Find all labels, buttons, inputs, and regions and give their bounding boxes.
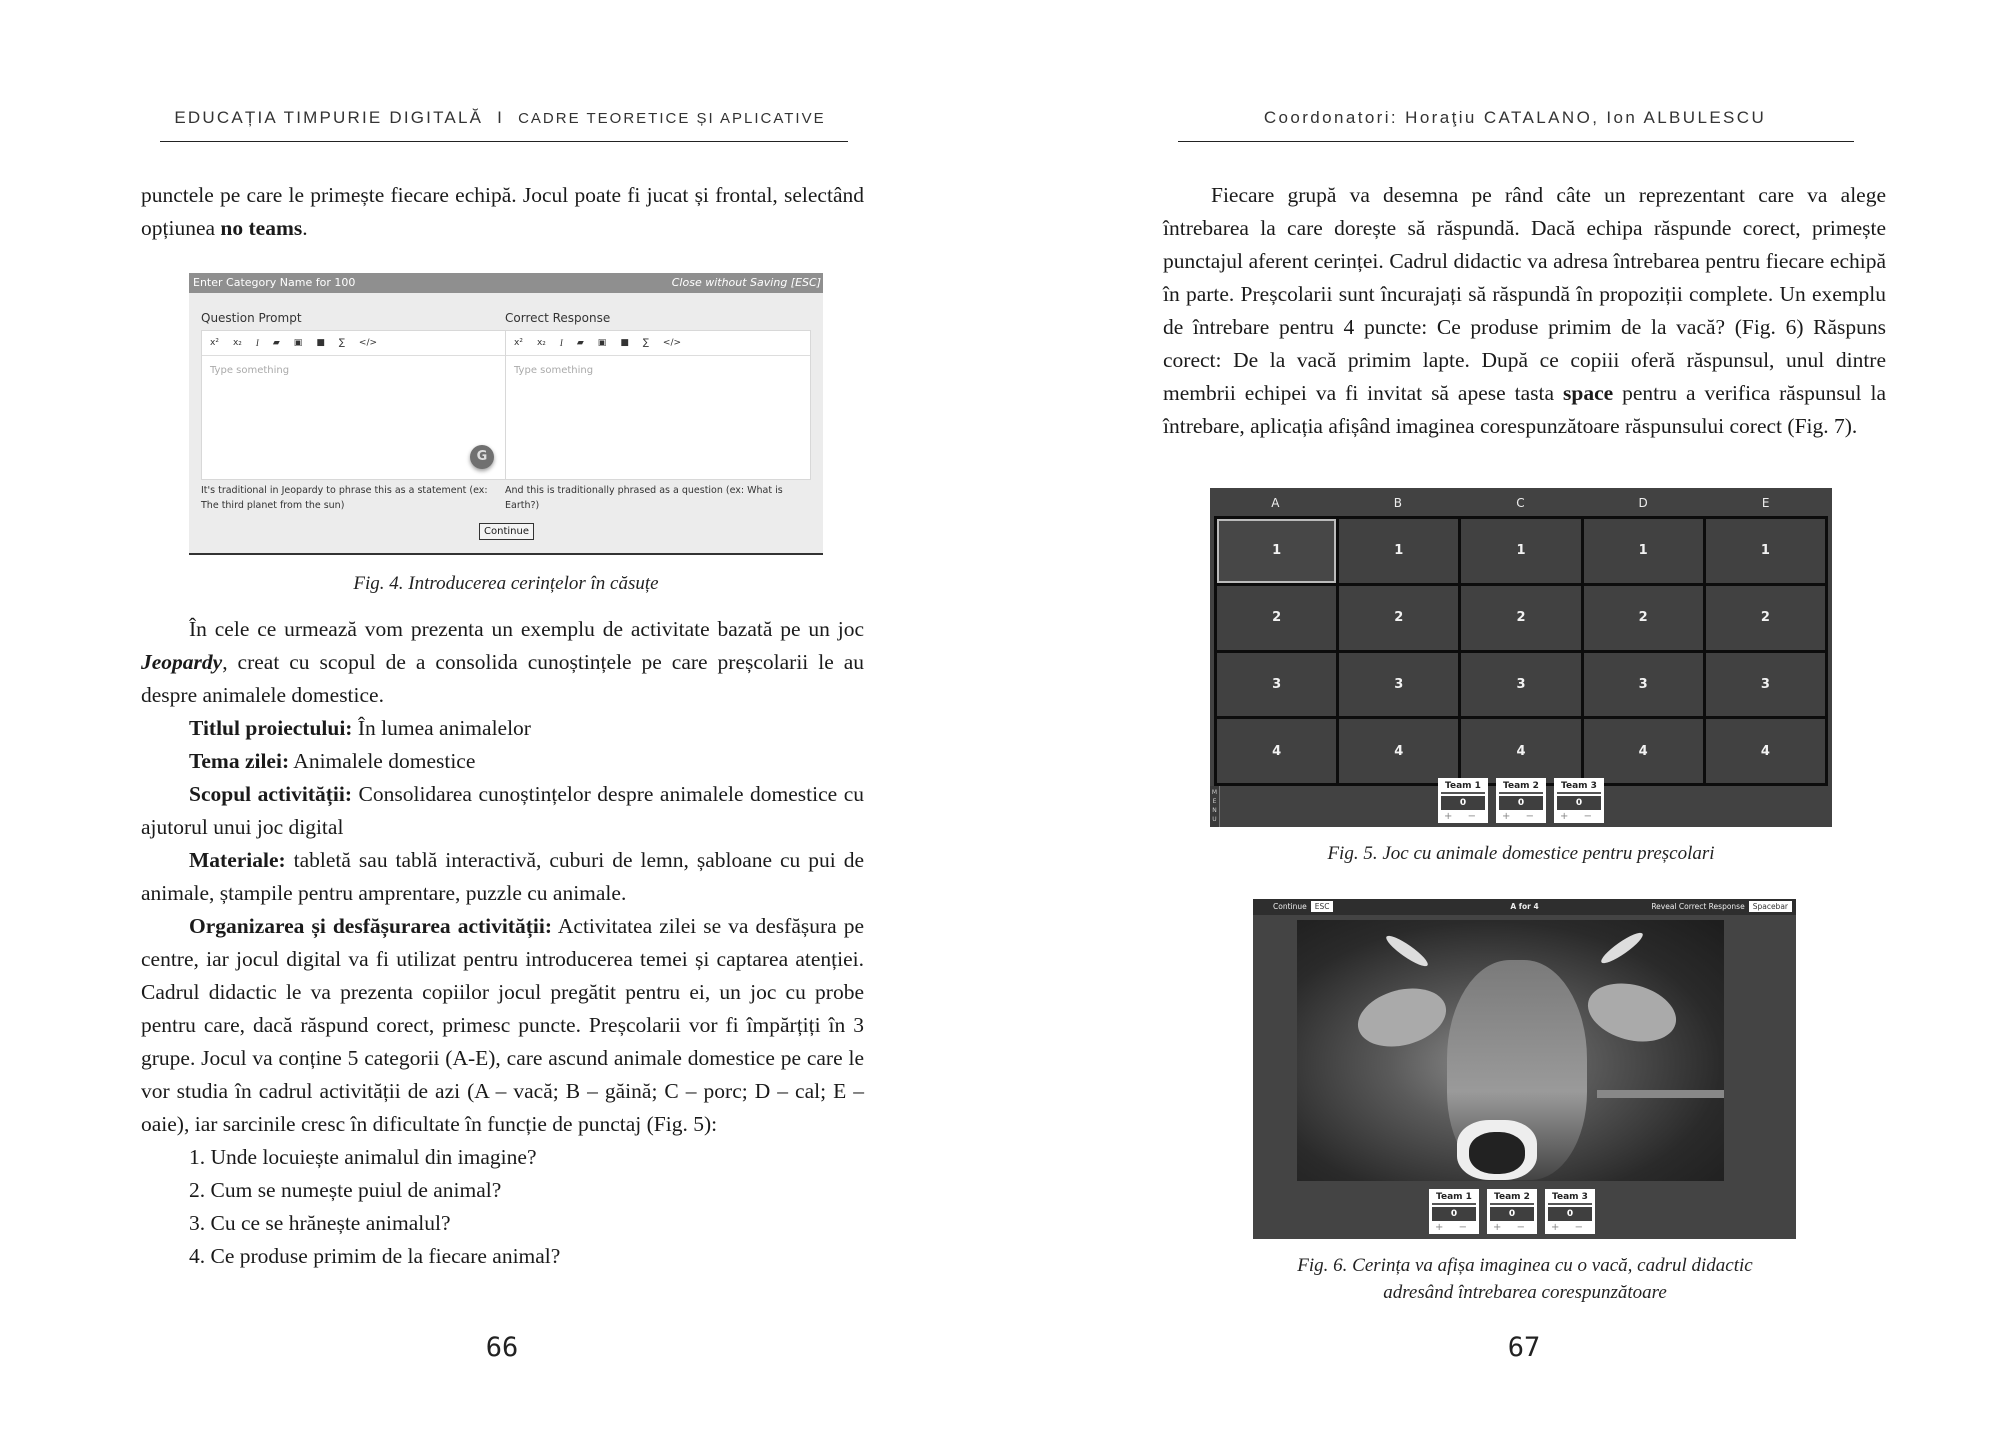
no-teams-bold: no teams: [220, 216, 303, 240]
question-prompt-box[interactable]: [201, 330, 507, 480]
intro-paragraph: [141, 179, 864, 245]
eraser-icon[interactable]: ▰: [272, 338, 280, 348]
purpose-label: Scopul activității:: [189, 782, 352, 806]
para-text: Fiecare grupă va desemna pe rând câte un reprezentant care va alege întrebarea la care dorește să răspundă. Dacă echipa răspunde corect, primește punctajul aferent cerinței. Cadrul didactic va adresa întrebarea pentru fiecare echipă în parte. Preșcolarii sunt încurajați să răspundă în propoziții complete. Un exemplu de întrebare pentru 4 puncte: Ce produse primim de la vacă? (Fig. 6) Răspuns corect: De la vacă primim lapte. După ce copiii oferă răspunsul, unul dintre membrii echipei va fi invitat să apese tasta: [1163, 183, 1886, 405]
book-subtitle: CADRE TEORETICE ȘI APLICATIVE: [518, 110, 826, 127]
category-e: E: [1761, 496, 1770, 510]
board-cell-a3[interactable]: 3: [1217, 653, 1336, 717]
book-title: EDUCAȚIA TIMPURIE DIGITALĂ: [174, 108, 484, 127]
project-title-label: Titlul proiectului:: [189, 716, 353, 740]
board-cell-a2[interactable]: 2: [1217, 586, 1336, 650]
team-1-score-card: [1438, 778, 1488, 823]
board-cell-e2[interactable]: 2: [1706, 586, 1825, 650]
team-scoreboard: [1429, 1189, 1595, 1234]
close-without-saving-link[interactable]: Close without Saving [ESC]: [671, 276, 821, 289]
organization-label: Organizarea și desfășurarea activității:: [189, 914, 553, 938]
question-input-placeholder[interactable]: Type something: [210, 365, 290, 376]
board-cell-c4[interactable]: 4: [1461, 719, 1580, 783]
intro-end: .: [302, 216, 308, 240]
main-text-left: [141, 613, 864, 1273]
figure-5-caption: Fig. 5. Joc cu animale domestice pentru preșcolari: [1327, 843, 1715, 864]
response-input-placeholder[interactable]: Type something: [514, 365, 594, 376]
team-2-score-card: [1487, 1189, 1537, 1234]
team-score: 0: [1432, 1207, 1476, 1221]
space-bold: space: [1563, 381, 1614, 405]
team-score: 0: [1490, 1207, 1534, 1221]
continue-button[interactable]: Continue: [479, 523, 534, 540]
ear-shape: [1581, 974, 1682, 1050]
main-text-right: [1163, 179, 1886, 443]
score-plus-minus-buttons[interactable]: + −: [1444, 811, 1482, 822]
menu-tab[interactable]: M E N U: [1210, 786, 1220, 827]
header-rule: [160, 141, 848, 142]
question-prompt-editor: [201, 311, 507, 513]
team-score: 0: [1499, 796, 1543, 810]
team-name: Team 2: [1490, 1192, 1534, 1205]
subscript-icon[interactable]: x₂: [536, 338, 546, 348]
question-item: 3. Cu ce se hrănește animalul?: [189, 1211, 451, 1235]
correct-response-label: Correct Response: [505, 311, 611, 325]
purpose-value: Consolidarea cunoștințelor despre animalele domestice cu ajutorul unui joc digital: [141, 782, 864, 839]
score-plus-minus-buttons[interactable]: + −: [1560, 811, 1598, 822]
correct-response-box[interactable]: [505, 330, 811, 480]
materials-value: tabletă sau tablă interactivă, cuburi de lemn, șabloane cu pui de animale, ștampile pentru amprentare, puzzle cu animale.: [141, 848, 864, 905]
board-cell-c3[interactable]: 3: [1461, 653, 1580, 717]
ear-shape: [1351, 979, 1452, 1055]
continue-label: Continue: [1273, 902, 1307, 911]
sigma-icon[interactable]: ∑: [338, 338, 345, 348]
code-icon[interactable]: </>: [358, 338, 378, 348]
board-cell-b3[interactable]: 3: [1339, 653, 1458, 717]
superscript-icon[interactable]: x²: [514, 338, 523, 348]
board-cell-a4[interactable]: 4: [1217, 719, 1336, 783]
category-name-title: Enter Category Name for 100: [193, 276, 356, 289]
video-icon[interactable]: ■: [316, 338, 325, 348]
organization-value: Activitatea zilei se va desfășura pe centre, iar jocul digital va fi utilizat pentru introducerea temei și captarea atenției. Cadrul didactic le va prezenta copiilor jocul pregătit pentru ei, un joc cu probe pentru care, dacă răspund corect, primesc puncte. Preșcolarii vor fi împărțiți în 3 grupe. Jocul va conține 5 categorii (A-E), care ascund animale domestice pe care le vor studia în cadrul activității de azi (A – vacă; B – găină; C – porc; D – cal; E – oaie), iar sarcinile cresc în dificultate în funcție de punctaj (Fig. 5):: [141, 914, 864, 1136]
score-plus-minus-buttons[interactable]: + −: [1551, 1222, 1589, 1233]
figure-4-question-editor: [189, 273, 823, 555]
day-theme-label: Tema zilei:: [189, 749, 290, 773]
board-cell-b2[interactable]: 2: [1339, 586, 1458, 650]
team-1-score-card: [1429, 1189, 1479, 1234]
team-score: 0: [1441, 796, 1485, 810]
day-theme-value: Animalele domestice: [289, 749, 476, 773]
score-plus-minus-buttons[interactable]: + −: [1493, 1222, 1531, 1233]
intro-text: punctele pe care le primește fiecare echipă. Jocul poate fi jucat și frontal, selectând opțiunea: [141, 183, 864, 240]
team-name: Team 3: [1557, 781, 1601, 794]
figure-6-caption: [1220, 1252, 1830, 1306]
esc-key[interactable]: ESC: [1311, 901, 1334, 912]
question-item: 4. Ce produse primim de la fiecare animal?: [189, 1244, 561, 1268]
caption-line-1: Fig. 6. Cerința va afișa imaginea cu o vacă, cadrul didactic: [1297, 1255, 1753, 1276]
video-icon[interactable]: ■: [620, 338, 629, 348]
team-score: 0: [1548, 1207, 1592, 1221]
page-number-right: 67: [1507, 1332, 1541, 1363]
grammarly-icon[interactable]: G: [470, 445, 494, 469]
italic-icon[interactable]: I: [255, 338, 259, 348]
head-separator: I: [497, 108, 505, 127]
eraser-icon[interactable]: ▰: [576, 338, 584, 348]
page-number-left: 66: [485, 1332, 519, 1363]
board-cell-e1[interactable]: 1: [1706, 519, 1825, 583]
materials-label: Materiale:: [189, 848, 286, 872]
reveal-control[interactable]: [1651, 899, 1792, 915]
score-plus-minus-buttons[interactable]: + −: [1435, 1222, 1473, 1233]
question-toolbar: [202, 331, 506, 356]
board-cell-a1[interactable]: 1: [1217, 519, 1336, 583]
category-c: C: [1516, 496, 1525, 510]
question-item: 1. Unde locuiește animalul din imagine?: [189, 1145, 537, 1169]
question-grid: [1214, 516, 1828, 786]
team-name: Team 2: [1499, 781, 1543, 794]
team-scoreboard: [1438, 778, 1604, 823]
category-header-row: [1210, 488, 1832, 518]
spacebar-key[interactable]: Spacebar: [1749, 901, 1792, 912]
board-cell-e3[interactable]: 3: [1706, 653, 1825, 717]
figure-5-jeopardy-board: [1210, 488, 1832, 827]
team-3-score-card: [1545, 1189, 1595, 1234]
para-text: pentru a verifica răspunsul la întrebare, aplicația afișând imaginea corespunzătoare răspunsului corect (Fig. 7).: [1163, 381, 1886, 438]
question-title: A for 4: [1510, 902, 1539, 911]
para-text: , creat cu scopul de a consolida cunoștințele pe care preșcolarii le au despre animalele domestice.: [141, 650, 864, 707]
team-name: Team 3: [1548, 1192, 1592, 1205]
board-cell-c1[interactable]: 1: [1461, 519, 1580, 583]
nose-shape: [1469, 1132, 1525, 1174]
running-head-left: [160, 108, 840, 128]
superscript-icon[interactable]: x²: [210, 338, 219, 348]
question-item: 2. Cum se numește puiul de animal?: [189, 1178, 502, 1202]
cow-photo: [1297, 920, 1724, 1181]
figure-6-question-view: [1253, 899, 1796, 1239]
team-score: 0: [1557, 796, 1601, 810]
italic-icon[interactable]: I: [559, 338, 563, 348]
subscript-icon[interactable]: x₂: [232, 338, 242, 348]
question-top-bar: [1253, 899, 1796, 915]
question-prompt-label: Question Prompt: [201, 311, 302, 325]
response-toolbar: [506, 331, 810, 356]
editor-title-bar: [189, 273, 823, 293]
question-help-text: It's traditional in Jeopardy to phrase this as a statement (ex: The third planet from the sun): [201, 485, 488, 511]
board-cell-c2[interactable]: 2: [1461, 586, 1580, 650]
figure-4-caption: Fig. 4. Introducerea cerințelor în căsuțe: [353, 573, 659, 594]
para-text: În cele ce urmează vom prezenta un exemplu de activitate bazată pe un joc: [189, 617, 864, 641]
board-cell-d3[interactable]: 3: [1584, 653, 1703, 717]
project-title-value: În lumea animalelor: [352, 716, 531, 740]
running-head-right: Coordonatori: Horaţiu CATALANO, Ion ALBULESCU: [1263, 108, 1767, 127]
jeopardy-bold: Jeopardy: [141, 650, 223, 674]
board-cell-d2[interactable]: 2: [1584, 586, 1703, 650]
team-name: Team 1: [1432, 1192, 1476, 1205]
score-plus-minus-buttons[interactable]: + −: [1502, 811, 1540, 822]
horn-shape: [1383, 932, 1431, 971]
fence-shape: [1597, 1090, 1724, 1098]
board-cell-e4[interactable]: 4: [1706, 719, 1825, 783]
category-b: B: [1393, 496, 1402, 510]
team-3-score-card: [1554, 778, 1604, 823]
team-name: Team 1: [1441, 781, 1485, 794]
horn-shape: [1598, 929, 1646, 968]
code-icon[interactable]: </>: [662, 338, 682, 348]
response-help-text: And this is traditionally phrased as a question (ex: What is Earth?): [505, 485, 783, 511]
category-d: D: [1638, 496, 1648, 510]
correct-response-editor: [505, 311, 811, 513]
image-icon[interactable]: ▣: [597, 338, 607, 348]
image-icon[interactable]: ▣: [293, 338, 303, 348]
reveal-label: Reveal Correct Response: [1651, 902, 1745, 911]
header-rule: [1178, 141, 1854, 142]
board-cell-b1[interactable]: 1: [1339, 519, 1458, 583]
sigma-icon[interactable]: ∑: [642, 338, 649, 348]
board-cell-d4[interactable]: 4: [1584, 719, 1703, 783]
caption-line-2: adresând întrebarea corespunzătoare: [1383, 1282, 1667, 1303]
board-cell-d1[interactable]: 1: [1584, 519, 1703, 583]
category-a: A: [1271, 496, 1280, 510]
team-2-score-card: [1496, 778, 1546, 823]
board-cell-b4[interactable]: 4: [1339, 719, 1458, 783]
